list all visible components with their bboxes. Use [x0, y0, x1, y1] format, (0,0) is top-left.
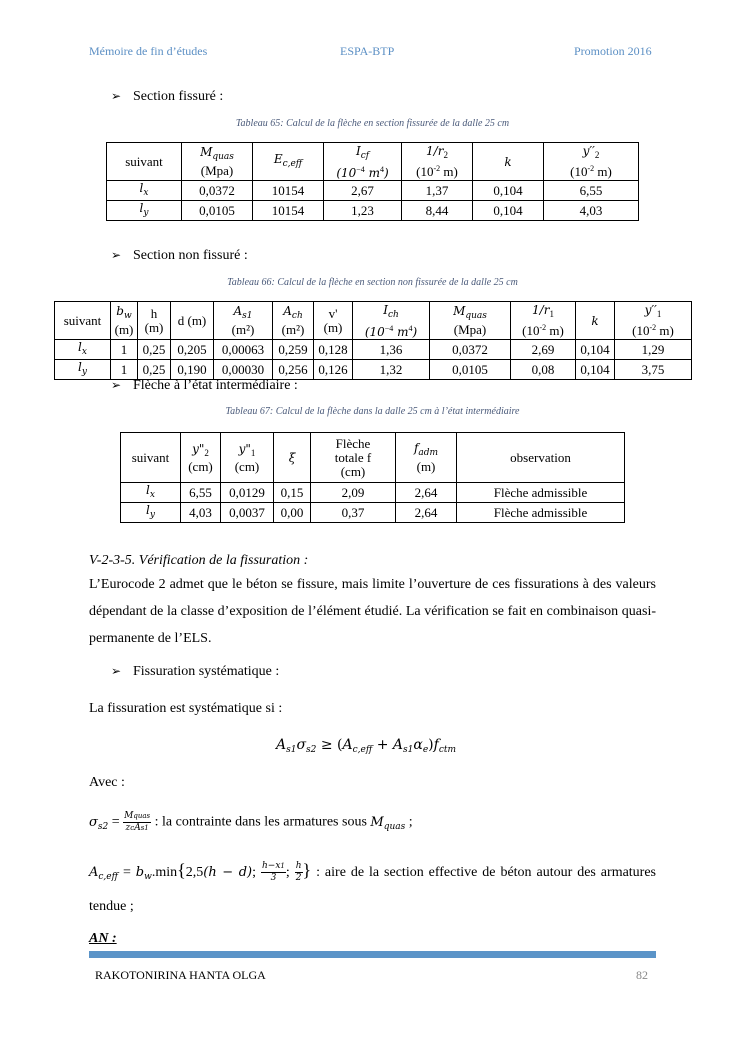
- table-header-cell: $1/r_1$ ($10^{-2}$ m): [511, 302, 576, 340]
- table-header-cell: $A_{s1}$ (m²): [214, 302, 273, 340]
- sigma-fraction: $\frac{\text{Mquas}}{\text{zcAs1}}$: [124, 811, 151, 833]
- table-section-non-fissuree: [54, 301, 692, 380]
- table-cell: 2,64: [396, 483, 457, 503]
- table-header-cell: $y"_2$ (cm): [181, 433, 221, 483]
- table-cell: 0,126: [314, 360, 353, 380]
- table-header-cell: $M_{quas}$ (Mpa): [430, 302, 511, 340]
- sigma-definition: $\sigma_{s2}$ = $\frac{\text{Mquas}}{\text{zcAs1}}$ : la contrainte dans les armatures sous $M_{quas}$ ;: [89, 811, 413, 833]
- condition-intro: La fissuration est systématique si :: [89, 701, 283, 716]
- table-cell: 0,205: [171, 340, 214, 360]
- table-header-cell: suivant: [107, 143, 182, 181]
- table-cell: $l_y$: [107, 201, 182, 221]
- table-header-cell: k: [473, 143, 544, 181]
- table-cell: 6,55: [544, 181, 639, 201]
- bullet-label: Section non fissuré :: [133, 248, 248, 263]
- table-cell: $l_x$: [121, 483, 181, 503]
- bullet-section-non-fissure: [111, 248, 248, 264]
- table-row: [55, 360, 692, 380]
- table-cell: 0,00: [274, 503, 311, 523]
- table-cell: 1: [111, 340, 138, 360]
- table-row: [55, 340, 692, 360]
- table-header-cell: $y''_1$ ($10^{-2}$ m): [615, 302, 692, 340]
- table-cell: 2,67: [324, 181, 402, 201]
- table-cell: Flèche admissible: [457, 503, 625, 523]
- table-cell: 6,55: [181, 483, 221, 503]
- table-header-cell: $A_{ch}$ (m²): [273, 302, 314, 340]
- table-cell: 4,03: [544, 201, 639, 221]
- bullet-label: Section fissuré :: [133, 89, 224, 104]
- bullet-section-fissure: [111, 89, 223, 105]
- table-cell: 0,0037: [221, 503, 274, 523]
- table-cell: 1: [111, 360, 138, 380]
- table-row: [121, 503, 625, 523]
- table-header-cell: $b_w$ (m): [111, 302, 138, 340]
- table-cell: 0,0372: [182, 181, 253, 201]
- table-cell: 0,0105: [182, 201, 253, 221]
- avec-label: Avec :: [89, 775, 125, 790]
- table-caption: Tableau 66: Calcul de la flèche en section non fissurée de la dalle 25 cm: [227, 277, 518, 288]
- table-cell: 2,69: [511, 340, 576, 360]
- table-header-cell: suivant: [121, 433, 181, 483]
- table-cell: 8,44: [402, 201, 473, 221]
- table-caption: Tableau 65: Calcul de la flèche en section fissurée de la dalle 25 cm: [235, 118, 510, 129]
- table-header-cell: $f_{adm}$ (m): [396, 433, 457, 483]
- table-cell: 4,03: [181, 503, 221, 523]
- table-cell: $l_y$: [121, 503, 181, 523]
- table-cell: 0,104: [576, 360, 615, 380]
- table-header-cell: $y"_1$ (cm): [221, 433, 274, 483]
- table-header-cell: k: [576, 302, 615, 340]
- table-cell: 0,259: [273, 340, 314, 360]
- section-heading: V-2-3-5. Vérification de la fissuration :: [89, 553, 309, 568]
- table-header-cell: v' (m): [314, 302, 353, 340]
- formula-fissuration: $A_{s1}\sigma_{s2} \ge (A_{c,eff} + A_{s1}\alpha_e)f_{ctm}$: [276, 737, 457, 755]
- header-left: Mémoire de fin d’études: [89, 44, 208, 58]
- table-cell: 3,75: [615, 360, 692, 380]
- table-cell: 0,0372: [430, 340, 511, 360]
- table-cell: 0,104: [473, 201, 544, 221]
- table-cell: 1,37: [402, 181, 473, 201]
- table-cell: 0,0129: [221, 483, 274, 503]
- table-header-cell: h (m): [138, 302, 171, 340]
- footer-author: RAKOTONIRINA HANTA OLGA: [95, 968, 266, 982]
- bullet-label: Flèche à l’état intermédiaire :: [133, 378, 298, 393]
- arrow-bullet-icon: ➢: [111, 378, 122, 392]
- header-center: ESPA-BTP: [340, 44, 395, 58]
- table-cell: 0,00063: [214, 340, 273, 360]
- table-cell: 10154: [253, 181, 324, 201]
- table-header-cell: observation: [457, 433, 625, 483]
- table-cell: $l_y$: [55, 360, 111, 380]
- header-right: Promotion 2016: [574, 44, 652, 58]
- table-header-cell: $I_{ch}$ ($10^{-4}$ $m^4$): [353, 302, 430, 340]
- table-cell: 0,128: [314, 340, 353, 360]
- table-cell: 1,23: [324, 201, 402, 221]
- table-header-cell: $1/r_2$ ($10^{-2}$ m): [402, 143, 473, 181]
- table-cell: 0,190: [171, 360, 214, 380]
- table-cell: $l_x$: [107, 181, 182, 201]
- table-caption: Tableau 67: Calcul de la flèche dans la dalle 25 cm à l’état intermédiaire: [225, 406, 520, 417]
- table-row: [107, 201, 639, 221]
- bullet-fleche-intermediaire: [111, 378, 298, 394]
- table-cell: 10154: [253, 201, 324, 221]
- table-header-cell: suivant: [55, 302, 111, 340]
- arrow-bullet-icon: ➢: [111, 664, 122, 678]
- table-row: [121, 483, 625, 503]
- bullet-label: Fissuration systématique :: [133, 664, 280, 679]
- table-header-cell: Flèche totale f (cm): [311, 433, 396, 483]
- table-cell: Flèche admissible: [457, 483, 625, 503]
- table-header-cell: d (m): [171, 302, 214, 340]
- bullet-fissuration-systematique: [111, 664, 279, 680]
- table-fleche-intermediaire: [120, 432, 625, 523]
- arrow-bullet-icon: ➢: [111, 89, 122, 103]
- table-cell: 1,29: [615, 340, 692, 360]
- table-header-row: [55, 302, 692, 340]
- table-cell: 1,32: [353, 360, 430, 380]
- table-cell: 1,36: [353, 340, 430, 360]
- table-cell: 0,0105: [430, 360, 511, 380]
- table-cell: $l_x$: [55, 340, 111, 360]
- table-cell: 2,09: [311, 483, 396, 503]
- table-header-row: [107, 143, 639, 181]
- table-header-cell: $y''_2$ ($10^{-2}$ m): [544, 143, 639, 181]
- table-header-cell: $M_{quas}$ (Mpa): [182, 143, 253, 181]
- footer-bar: [89, 951, 656, 958]
- table-cell: 0,25: [138, 340, 171, 360]
- table-cell: 0,104: [576, 340, 615, 360]
- table-header-cell: ξ: [274, 433, 311, 483]
- table-cell: 2,64: [396, 503, 457, 523]
- table-cell: 0,256: [273, 360, 314, 380]
- table-header-cell: $I_{cf}$ ($10^{-4}$ $m^4$): [324, 143, 402, 181]
- aceff-definition: $A_{c,eff} = b_w.\min\{2,5(h - d)$; $\frac{h-x1}{3}$ ; $\frac{h}{2}$ } : aire de la section effective de béton autour des armatures tendue ;: [89, 860, 657, 914]
- table-header-row: [121, 433, 625, 483]
- table-header-cell: $E_{c,eff}$: [253, 143, 324, 181]
- table-section-fissuree: [106, 142, 639, 221]
- arrow-bullet-icon: ➢: [111, 248, 122, 262]
- table-cell: 0,15: [274, 483, 311, 503]
- table-cell: 0,08: [511, 360, 576, 380]
- table-cell: 0,104: [473, 181, 544, 201]
- table-row: [107, 181, 639, 201]
- page-number: 82: [636, 968, 648, 982]
- an-label: AN :: [89, 931, 117, 946]
- table-cell: 0,00030: [214, 360, 273, 380]
- paragraph-eurocode: L’Eurocode 2 admet que le béton se fissure, mais limite l’ouverture de ces fissurations à des valeurs dépendant de la classe d’exposition de l’élément étudié. La vérification se fait en combinaison quasi-permanente de l’ELS.: [89, 577, 656, 646]
- table-cell: 0,37: [311, 503, 396, 523]
- table-cell: 0,25: [138, 360, 171, 380]
